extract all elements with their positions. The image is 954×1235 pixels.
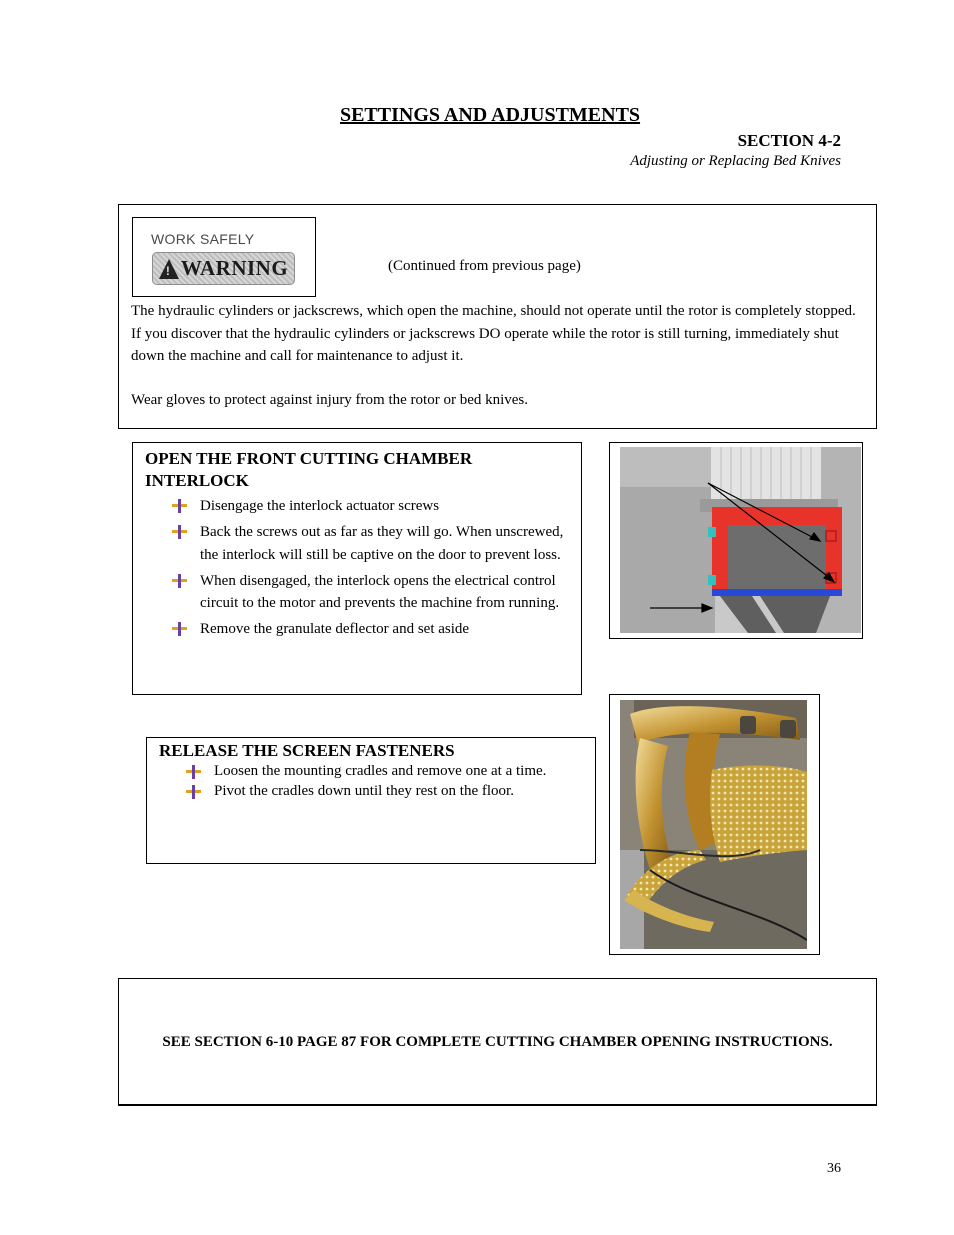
list-item — [172, 570, 572, 615]
bullet-plus-icon — [186, 785, 201, 799]
screen-fasteners-heading: RELEASE THE SCREEN FASTENERS — [159, 741, 455, 760]
bullet-plus-icon — [186, 765, 201, 779]
warning-paragraph: The hydraulic cylinders or jackscrews, which open the machine, should not operate until the rotor is completely stopped. If you discover that the hydraulic cylinders or jackscrews DO operate while the rotor is still turning, immediately shut down the machine and call for maintenance to adjust it. — [131, 303, 856, 364]
gloves-paragraph: Wear gloves to protect against injury from the rotor or bed knives. — [131, 392, 529, 408]
list-item-text: Remove the granulate deflector and set aside — [200, 621, 470, 637]
continued-note: (Continued from previous page) — [388, 258, 581, 274]
screen-cradle-photo — [620, 700, 807, 949]
list-item — [172, 521, 572, 566]
list-item-text: When disengaged, the interlock opens the electrical control circuit to the motor and prevents the machine from running. — [200, 572, 560, 611]
list-item — [172, 495, 572, 518]
interlock-heading: OPEN THE FRONT CUTTING CHAMBER INTERLOCK — [145, 449, 473, 490]
page-title: SETTINGS AND ADJUSTMENTS — [339, 104, 641, 126]
bullet-plus-icon — [172, 499, 187, 513]
section-subtitle: Adjusting or Replacing Bed Knives — [630, 153, 841, 169]
list-item-text: Disengage the interlock actuator screws — [200, 498, 440, 514]
reference-note: SEE SECTION 6-10 PAGE 87 FOR COMPLETE CUTTING CHAMBER OPENING INSTRUCTIONS. — [162, 1034, 833, 1050]
warning-badge — [152, 252, 295, 285]
list-item-text: Loosen the mounting cradles and remove one at a time. — [214, 763, 547, 779]
cutting-chamber-diagram-image — [620, 447, 861, 633]
screen-steps-list — [186, 761, 576, 801]
bullet-plus-icon — [172, 574, 187, 588]
warning-triangle-icon — [159, 259, 179, 279]
list-item — [172, 618, 572, 641]
list-item-text: Back the screws out as far as they will go. When unscrewed, the interlock will still be captive on the door to prevent loss. — [200, 524, 564, 563]
page-number: 36 — [827, 1161, 841, 1176]
warning-badge-label: WARNING — [180, 256, 289, 280]
work-safely-warning-logo — [132, 217, 316, 297]
list-item-text: Pivot the cradles down until they rest on the floor. — [214, 783, 514, 799]
bullet-plus-icon — [172, 525, 187, 539]
work-safely-label: WORK SAFELY — [151, 231, 255, 247]
section-number: SECTION 4-2 — [737, 131, 841, 150]
interlock-steps-list — [172, 495, 572, 644]
list-item — [186, 781, 576, 801]
list-item — [186, 761, 576, 781]
bullet-plus-icon — [172, 622, 187, 636]
